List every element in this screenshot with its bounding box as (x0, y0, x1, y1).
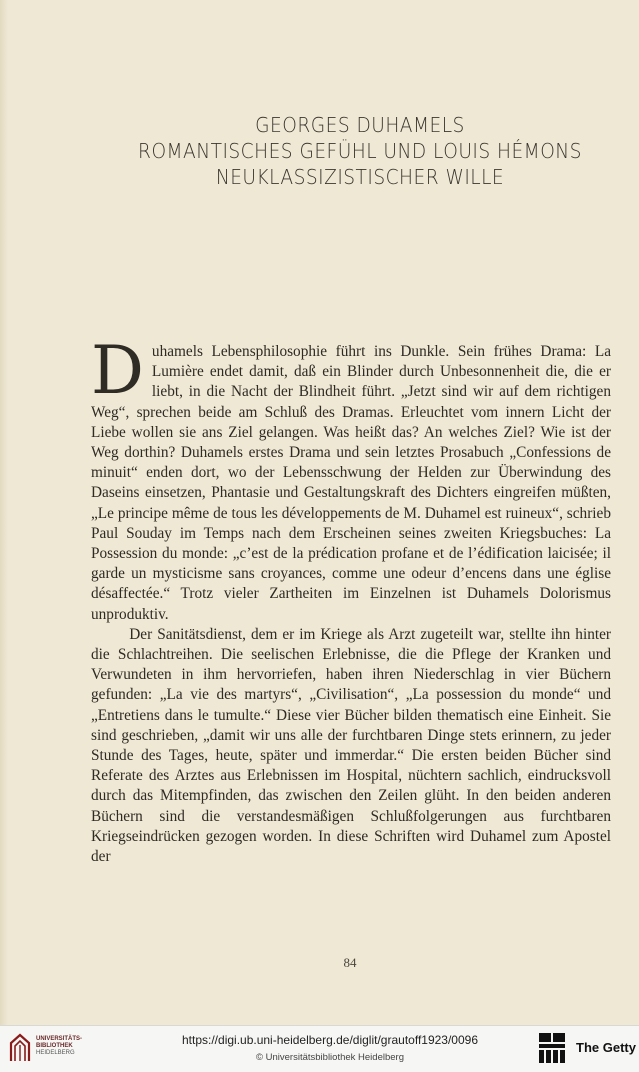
library-name-line-2: BIBLIOTHEK (36, 1043, 73, 1049)
body-text (91, 332, 611, 867)
paragraph-2: Der Sanitätsdienst, dem er im Kriege als Arzt zugeteilt war, stellte ihn hinter die Schlachtreihen. Die seelischen Erlebnisse, die die Pflege der Kranken und Verwundeten in ihm hervorriefen, haben ihren Niederschlag in vier Büchern gefunden: „La vie des martyrs“, „Civilisation“, „La possession du monde“ und „Entretiens dans le tumulte.“ Diese vier Bücher bilden thematisch eine Einheit. Sie sind geschrieben, „damit wir uns alle der furchtbaren Dinge stets erinnern, zu jeder Stunde des Tages, heute, später und immerdar.“ Die ersten beiden Bücher sind Referate des Arztes aus Erlebnissen im Hospital, nüchtern sachlich, eindrucksvoll durch das Mitempfinden, das zwischen den Zeilen glüht. In den beiden anderen Büchern sind die verstandesmäßigen Schlußfolgerungen aus furchtbaren Kriegseindrücken gezogen worden. In diese Schriften wird Duhamel zum Apostel der (91, 625, 611, 866)
chapter-title (109, 112, 611, 190)
title-line-3: NEUKLASSIZISTISCHER WILLE (215, 165, 505, 189)
drop-cap: D (91, 332, 144, 409)
title-line-2: ROMANTISCHES GEFÜHL UND LOUIS HÉMONS (138, 139, 582, 163)
paragraph-1 (91, 332, 611, 625)
viewer-footer (0, 1025, 639, 1072)
library-name (36, 1036, 82, 1057)
copyright-notice: © Universitätsbibliothek Heidelberg (256, 1052, 404, 1063)
page-number: 84 (343, 955, 357, 970)
permalink-url[interactable]: https://digi.ub.uni-heidelberg.de/diglit/grautoff1923/0096 (182, 1033, 478, 1047)
library-name-line-1: UNIVERSITÄTS- (36, 1036, 83, 1042)
library-name-line-3: HEIDELBERG (36, 1050, 75, 1056)
heidelberg-library-logo-icon[interactable] (8, 1033, 32, 1063)
getty-logo-icon[interactable] (538, 1032, 566, 1064)
paragraph-1-text: uhamels Lebensphilosophie führt ins Dunkle. Sein frühes Drama: La Lumière endet damit, daß ein Blinder durch Unbesonnenheit die, die er liebt, in die Nacht der Blindheit führt. „Jetzt sind wir auf dem richtigen Weg“, sprechen beide am Schluß des Dramas. Erleuchtet vom innern Licht der Liebe wollen sie ans Ziel gelangen. Was heißt das? An welches Ziel? Wie ist der Weg dorthin? Duhamels erstes Drama und sein letztes Prosabuch „Confessions de minuit“ enden dort, wo der Lebensschwung der Helden zur Überwindung des Daseins einsetzen, Phantasie und Gestaltungskraft des Dichters eingreifen müßten, „Le principe même de tous les développements de M. Duhamel est ruineux“, schrieb Paul Souday im Temps nach dem Erscheinen seines zweiten Kriegsbuches: La Possession du monde: „c’est de la prédication profane et de l’édification laicisée; il garde un mysticisme sans croyances, comme une odeur d’encens dans une église désaffectée.“ Trotz vieler Zartheiten im Einzelnen ist Duhamels Dolorismus unproduktiv. (91, 343, 611, 623)
sponsor-name: The Getty (576, 1040, 636, 1055)
title-line-1: GEORGES DUHAMELS (255, 113, 465, 137)
